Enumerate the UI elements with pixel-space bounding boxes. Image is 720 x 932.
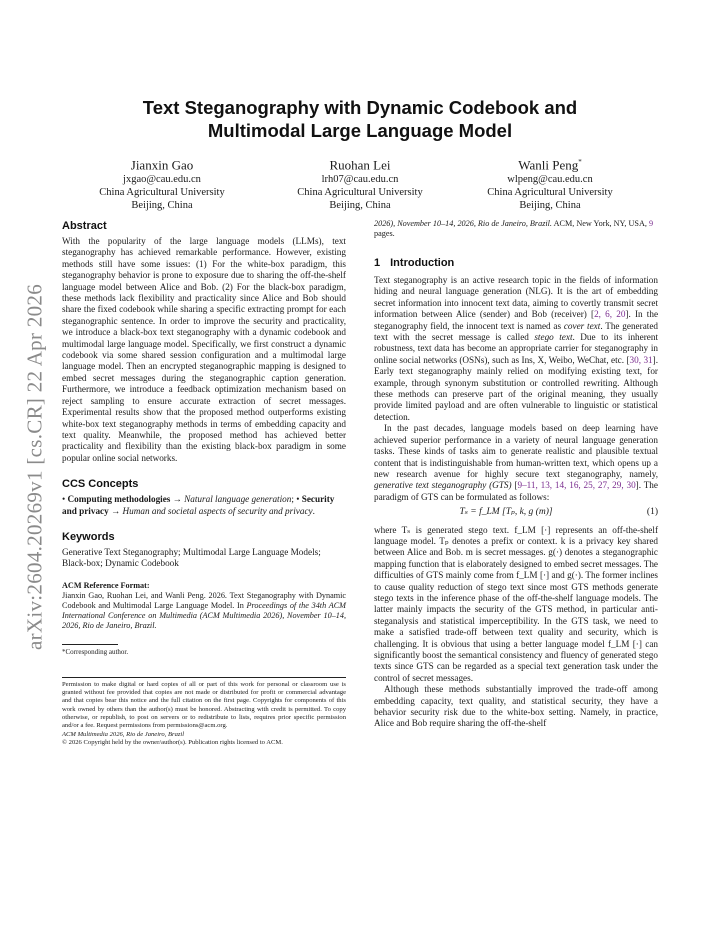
ccs-heading: CCS Concepts: [62, 478, 139, 491]
copyright-notice: © 2026 Copyright held by the owner/author(s). Publication rights licensed to ACM.: [62, 738, 283, 746]
author-location: Beijing, China: [519, 200, 581, 212]
ccs-term: Security and privacy: [62, 494, 335, 516]
equation-body: Tₛ = f_LM [Tₚ, k, g (m)]: [459, 507, 553, 518]
permission-notice: Permission to make digital or hard copies of all or part of this work for personal or classroom use is granted without fee provided that copies are not made or distributed for profit or commercial advantage and that copies bear this notice and the full citation on the first page. Copyrights for components of this work owned by others than the author(s) must be honored. Abstracting with credit is permitted. To copy otherwise, or republish, to post on servers or to redistribute to lists, requires prior specific permission and/or a fee. Request permissions from permissions@acm.org.: [62, 680, 346, 730]
acm-reference-format: [62, 581, 346, 631]
author-affiliation: China Agricultural University: [297, 187, 423, 199]
abstract-text: With the popularity of the large language models (LLMs), text steganography has achieved remarkable performance. However, existing methods still have some issues: (1) For the white-box paradigm, this steganography behavior is prone to exposure due to sharing the off-the-shelf language model between Alice and Bob. (2) For the black-box paradigm, these methods lack flexibility and practicality since Alice and Bob should share the fixed codebook while sharing a specific extracting prompt for each steganographic sentence. In order to improve the security and practicality, we introduce a black-box text steganography with a dynamic codebook and multimodal large language model. Specifically, we first construct a dynamic codebook via some shared session configuration and a multimodal large language model. Then an encrypted steganographic mapping is designed to embed secret messages during the steganographic caption generation. Furthermore, we introduce a feedback optimization mechanism based on reject sampling to ensure accurate extraction of secret messages. Experimental results show that the proposed method outperforms existing white-box text steganography methods in terms of embedding capacity and text quality. Meanwhile, the proposed method has achieved better practicality and flexibility than the existing black-box paradigm in some popular online social networks.: [62, 236, 346, 463]
author-name: Wanli Peng*: [518, 157, 582, 173]
equation-1: [374, 503, 658, 524]
arxiv-identifier-stamp: [22, 258, 48, 676]
introduction-heading: 1 Introduction: [374, 257, 455, 269]
author-location: Beijing, China: [131, 200, 193, 212]
author-affiliation: China Agricultural University: [99, 187, 225, 199]
intro-paragraph-4: Although these methods substantially improved the trade-off among embedding capacity, text quality, and statistical security, they have a behavior security risk due to the white-box setting. Namely, in practice, Alice and Bob require sharing the off-the-shelf: [374, 684, 658, 729]
citation-link[interactable]: 2, 6, 20: [594, 309, 626, 320]
author-location: Beijing, China: [329, 200, 391, 212]
equation-number: (1): [646, 507, 658, 518]
ccs-term: Computing methodologies: [67, 494, 171, 505]
paper-title-block: [62, 96, 658, 142]
citation-link[interactable]: 30, 31: [629, 354, 653, 365]
author-block: [260, 154, 460, 212]
author-email: jxgao@cau.edu.cn: [123, 174, 201, 186]
abstract-heading: Abstract: [62, 220, 107, 232]
intro-paragraph-1: Text steganography is an active research topic in the fields of information hiding and neural language generation (NLG). It is the art of embedding secret information into innocent text data, aiming to covertly transmit secret information between Alice (sender) and Bob (receiver) [2, 6, 20]. In the steganography field, the innocent text is named as cover text. The generated text with the secret message is called stego text. Due to its inherent robustness, text data has become an appropriate carrier for steganography in online social networks (OSNs), such as Ins, X, Weibo, WeChat, etc. [30, 31]. Early text steganography mainly relied on modifying existing text, for example, through synonym substitution or controlled rewriting. Although these methods can preserve part of the original meaning, they usually provide limited payload and are often vulnerable to linguistic or statistical detection.: [374, 275, 659, 422]
intro-paragraph-2: In the past decades, language models based on deep learning have achieved superior performance in a variety of neural language generation tasks. These kinds of tasks aim to generate realistic and plausible textual content that is indistinguishable from human-written text, which opens up a new research avenue for highly secure text steganography, namely, generative text steganography (GTS) [9–11, 13, 14, 16, 25, 27, 29, 30]. The paradigm of GTS can be formulated as follows:: [374, 423, 658, 502]
acm-reference-heading: ACM Reference Format:: [62, 580, 150, 590]
ccs-concepts: • Computing methodologies → Natural language generation; • Security and privacy → Human and societal aspects of security and privacy.: [62, 494, 335, 516]
arxiv-identifier-text: arXiv:2604.20269v1 [cs.CR] 22 Apr 2026: [22, 283, 47, 651]
keywords-heading: Keywords: [62, 530, 115, 543]
acm-reference-text: Jianxin Gao, Ruohan Lei, and Wanli Peng. 2026. Text Steganography with Dynamic Codebook and Multimodal Large Language Model. In Proceedings of the 34th ACM International Conference on Multimedia (ACM Multimedia 2026), November 10–14, 2026, Rio de Janeiro, Brazil.: [62, 590, 346, 630]
paper-title-line-1: Text Steganography with Dynamic Codebook and: [142, 97, 578, 118]
keywords-text: Generative Text Steganography; Multimodal Large Language Models; Black-box; Dynamic Codebook: [62, 546, 321, 569]
author-name: Ruohan Lei: [329, 157, 391, 173]
corresponding-author-note: *Corresponding author.: [62, 647, 129, 656]
acm-reference-continued: 2026), November 10–14, 2026, Rio de Janeiro, Brazil. ACM, New York, NY, USA, 9 pages.: [374, 219, 654, 238]
page-count-link[interactable]: 9: [648, 219, 654, 228]
footnote-rule: [62, 644, 118, 645]
intro-paragraph-3: where Tₛ is generated stego text. f_LM [·] represents an off-the-shelf language model. Tₚ denotes a prefix or context. k is a privacy key shared between Alice and Bob. m is secret messages. g(·) denotes a steganographic mapping function that is elaborately designed to embed secret messages. The difficulties of GTS mainly come from f_LM [·] and g(·). The former inclines to cause quality reduction of stego text since most GTS methods generate stego texts in the inference phase of the off-the-shelf language models. The latter mainly impacts the security of the GTS method, in particular anti-steganalysis and statistical imperceptibility. In the GTS task, we need to make a satisfied trade-off between text quality and security, which is challenging. It is obvious that using a better language model f_LM [·] can significantly boost the semantical consistency and fluency of generated stego texts since GTS can be regarded as a special text generation task under the control of secret messages.: [374, 524, 658, 683]
ccs-subterm: Human and societal aspects of security and privacy: [122, 505, 313, 516]
reference-venue-continued: 2026), November 10–14, 2026, Rio de Janeiro, Brazil.: [374, 219, 552, 228]
permission-rule: [62, 677, 346, 678]
author-affiliation: China Agricultural University: [487, 187, 613, 199]
right-column: [374, 219, 658, 730]
author-block: [450, 154, 650, 212]
paper-title-line-2: Multimodal Large Language Model: [207, 120, 513, 141]
conference-info: ACM Multimedia 2026, Rio de Janeiro, Brazil: [62, 730, 185, 738]
author-email: lrh07@cau.edu.cn: [321, 174, 399, 186]
author-email: wlpeng@cau.edu.cn: [507, 174, 593, 186]
paper-title: [62, 96, 658, 142]
author-name: Jianxin Gao: [130, 157, 194, 173]
ccs-subterm: Natural language generation: [184, 494, 292, 505]
author-block: [62, 154, 262, 212]
left-column: [62, 219, 346, 747]
citation-link[interactable]: 9–11, 13, 14, 16, 25, 27, 29, 30: [517, 480, 636, 491]
